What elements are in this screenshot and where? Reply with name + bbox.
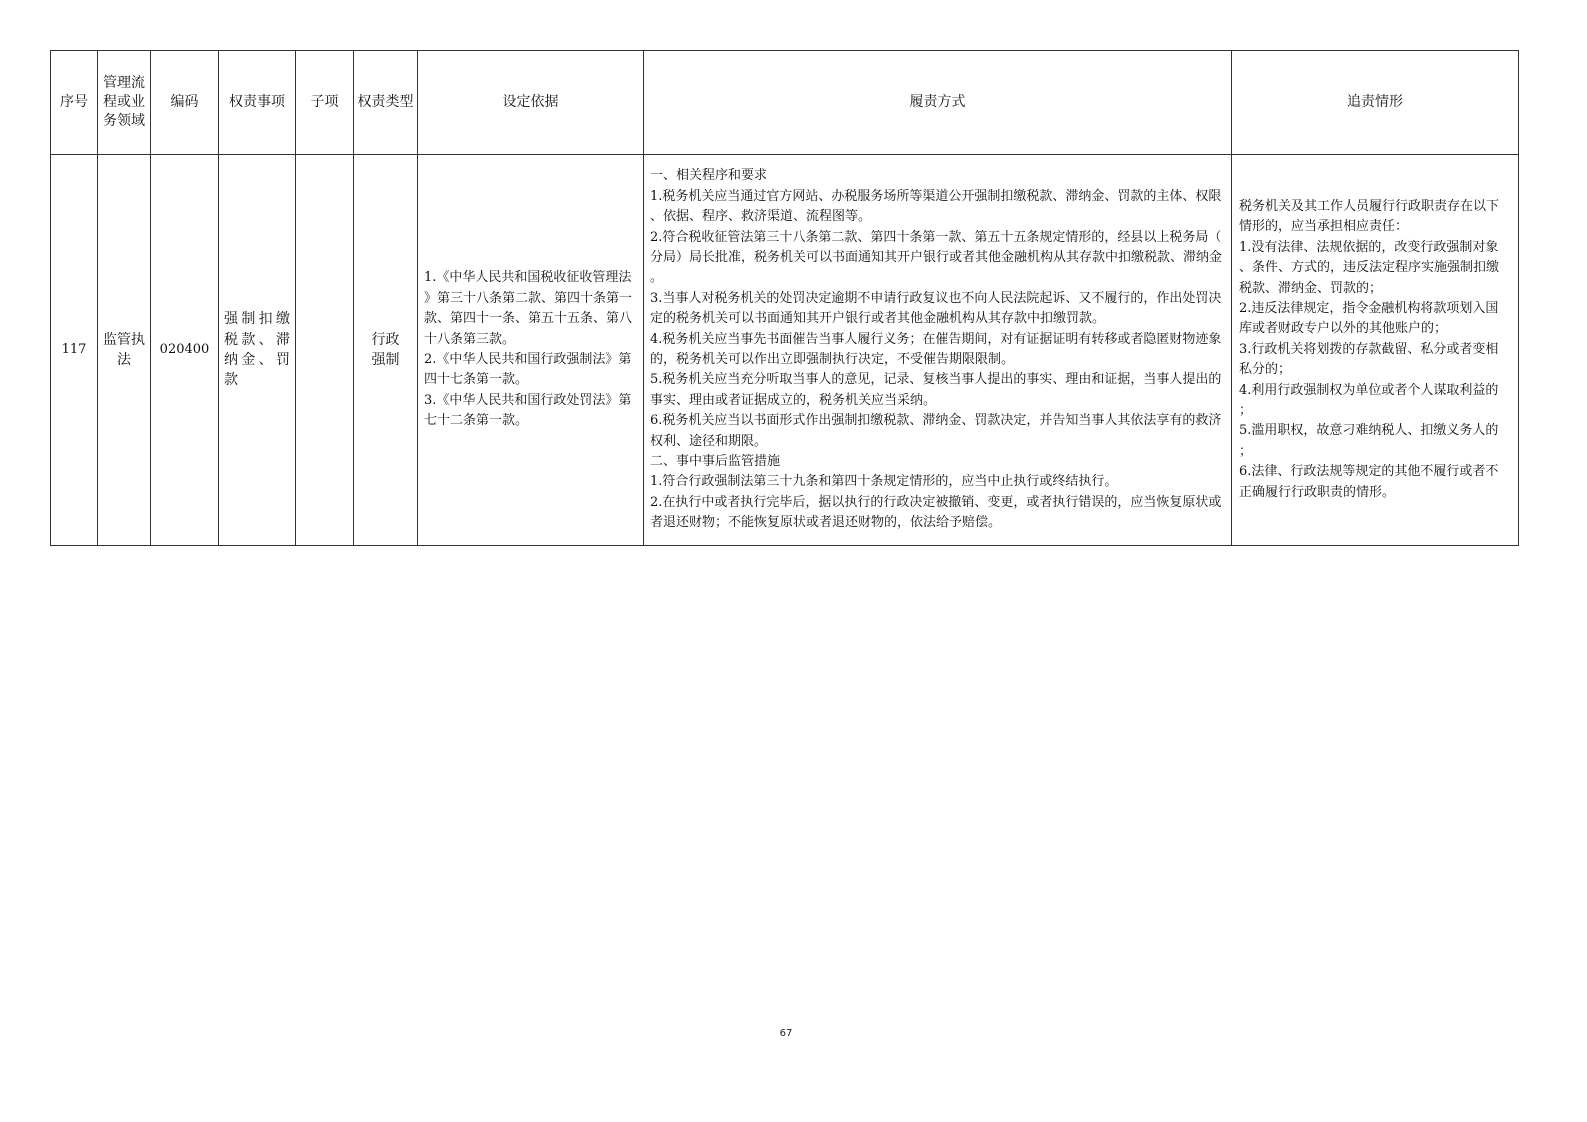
header-domain: 管理流程或业务领域 bbox=[98, 51, 151, 155]
accountability-line-1: 税务机关及其工作人员履行行政职责存在以下情形的，应当承担相应责任： bbox=[1239, 198, 1500, 235]
cell-type: 行政强制 bbox=[354, 155, 418, 546]
header-accountability: 追责情形 bbox=[1232, 51, 1519, 155]
accountability-text bbox=[1239, 197, 1511, 503]
accountability-line-6: 5.滥用职权，故意刁难纳税人、扣缴义务人的； bbox=[1239, 423, 1499, 459]
accountability-line-2: 1.没有法律、法规依据的，改变行政强制对象、条件、方式的，违反法定程序实施强制扣缴税款、滞纳金、罚款的； bbox=[1239, 239, 1500, 296]
table-row bbox=[51, 155, 1519, 546]
duty-line-4: 3.当事人对税务机关的处罚决定逾期不申请行政复议也不向人民法院起诉、又不履行的，作出处罚决定的税务机关可以书面通知其开户银行或者其他金融机构从其存款中扣缴罚款。 bbox=[650, 290, 1222, 327]
accountability-line-5: 4.利用行政强制权为单位或者个人谋取利益的； bbox=[1239, 382, 1499, 419]
cell-domain: 监管执法 bbox=[98, 155, 151, 546]
cell-subitem bbox=[296, 155, 354, 546]
cell-basis bbox=[418, 155, 644, 546]
duty-line-5: 4.税务机关应当事先书面催告当事人履行义务；在催告期间，对有证据证明有转移或者隐匿财物迹象的，税务机关可以作出立即强制执行决定，不受催告期限限制。 bbox=[650, 331, 1222, 367]
header-type: 权责类型 bbox=[354, 51, 418, 155]
basis-line-3: 3.《中华人民共和国行政处罚法》第七十二条第一款。 bbox=[424, 392, 632, 429]
cell-duty bbox=[644, 155, 1232, 546]
cell-code: 020400 bbox=[151, 155, 219, 546]
duty-line-10: 2.在执行中或者执行完毕后，据以执行的行政决定被撤销、变更，或者执行错误的，应当恢复原状或者退还财物；不能恢复原状或者退还财物的，依法给予赔偿。 bbox=[650, 494, 1222, 531]
header-subitem: 子项 bbox=[296, 51, 354, 155]
header-basis: 设定依据 bbox=[418, 51, 644, 155]
responsibility-table bbox=[50, 50, 1519, 546]
cell-item bbox=[219, 155, 296, 546]
duty-line-1: 一、相关程序和要求 bbox=[650, 168, 768, 184]
cell-seq: 117 bbox=[51, 155, 98, 546]
header-item: 权责事项 bbox=[219, 51, 296, 155]
duty-line-9: 1.符合行政强制法第三十九条和第四十条规定情形的，应当中止执行或终结执行。 bbox=[650, 474, 1118, 490]
duty-text bbox=[650, 166, 1225, 533]
accountability-line-7: 6.法律、行政法规等规定的其他不履行或者不正确履行行政职责的情形。 bbox=[1239, 464, 1499, 500]
duty-line-2: 1.税务机关应当通过官方网站、办税服务场所等渠道公开强制扣缴税款、滞纳金、罚款的主体、权限、依据、程序、救济渠道、流程图等。 bbox=[650, 188, 1222, 225]
item-text: 强制扣缴税款、滞纳金、罚款 bbox=[224, 311, 290, 389]
accountability-line-4: 3.行政机关将划拨的存款截留、私分或者变相私分的； bbox=[1239, 341, 1499, 378]
header-duty: 履责方式 bbox=[644, 51, 1232, 155]
basis-line-2: 2.《中华人民共和国行政强制法》第四十七条第一款。 bbox=[424, 352, 632, 388]
duty-line-8: 二、事中事后监管措施 bbox=[650, 454, 781, 470]
basis-line-1: 1.《中华人民共和国税收征收管理法》第三十八条第二款、第四十条第一款、第四十一条、第五十五条、第八十八条第三款。 bbox=[424, 270, 633, 347]
header-seq: 序号 bbox=[51, 51, 98, 155]
header-code: 编码 bbox=[151, 51, 219, 155]
duty-line-3: 2.符合税收征管法第三十八条第二款、第四十条第一款、第五十五条规定情形的，经县以上税务局（分局）局长批准，税务机关可以书面通知其开户银行或者其他金融机构从其存款中扣缴税款、滞纳金。 bbox=[650, 229, 1223, 286]
basis-text bbox=[424, 268, 637, 431]
cell-accountability bbox=[1232, 155, 1519, 546]
duty-line-7: 6.税务机关应当以书面形式作出强制扣缴税款、滞纳金、罚款决定，并告知当事人其依法享有的救济权利、途径和期限。 bbox=[650, 413, 1222, 449]
header-row bbox=[51, 51, 1519, 155]
accountability-line-3: 2.违反法律规定，指令金融机构将款项划入国库或者财政专户以外的其他账户的； bbox=[1239, 300, 1499, 337]
page-number: 67 bbox=[779, 1028, 793, 1039]
duty-line-6: 5.税务机关应当充分听取当事人的意见，记录、复核当事人提出的事实、理由和证据，当事人提出的事实、理由或者证据成立的，税务机关应当采纳。 bbox=[650, 372, 1222, 408]
